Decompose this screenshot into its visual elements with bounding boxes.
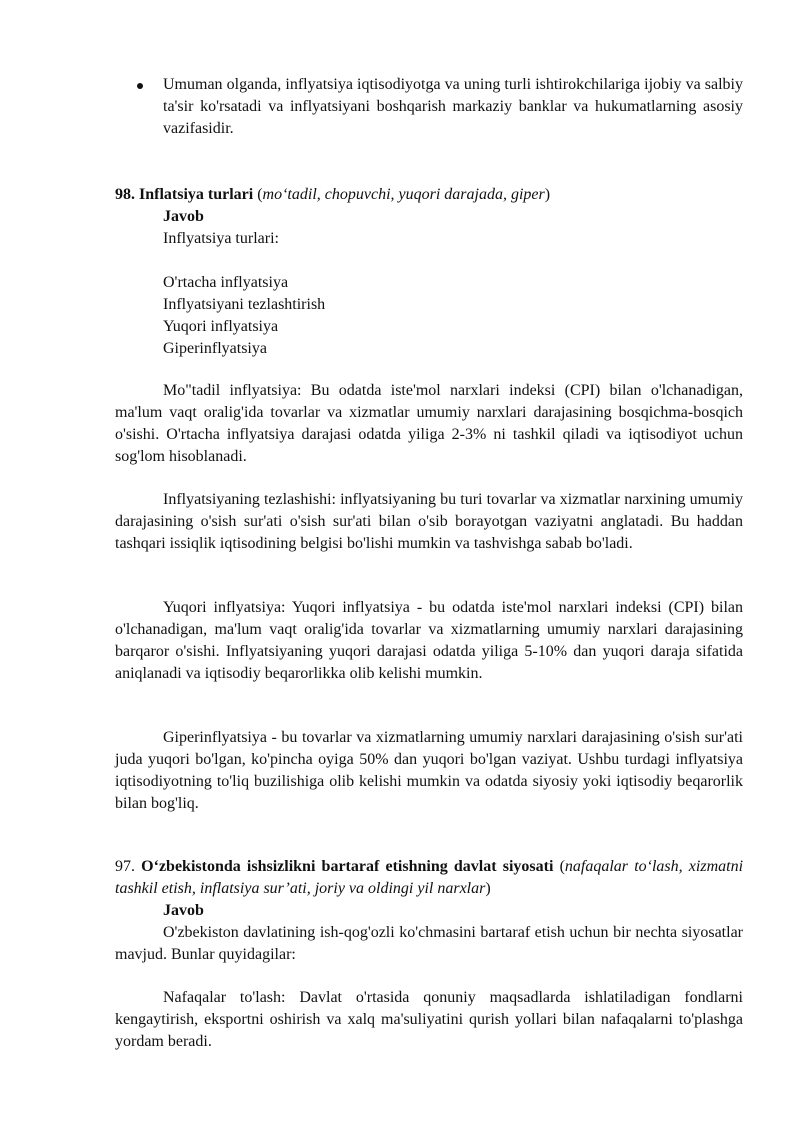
answer-label: Javob bbox=[163, 902, 204, 919]
question-97-number: 97. bbox=[115, 858, 142, 875]
inflation-types-list bbox=[163, 272, 743, 360]
paren-close: ) bbox=[485, 880, 491, 897]
paragraph-hyperinflation: Giperinflyatsiya - bu tovarlar va xizmatlarning umumiy narxlari darajasining o'sish sur'ati juda yuqori bo'lgan, ko'pincha oyiga 50% dan yuqori bo'lgan vaziyat. Ushbu turdagi inflyatsiya iqtisodiyotning to'liq buzilishiga olib kelishi mumkin va odatda siyosiy yoki iqtisodiy beqarorlik bilan bog'liq. bbox=[115, 729, 743, 812]
paren-open: ( bbox=[553, 858, 565, 875]
types-intro: Inflyatsiya turlari: bbox=[163, 230, 279, 247]
paragraph-moderate-inflation: Mo"tadil inflyatsiya: Bu odatda iste'mol narxlari indeksi (CPI) bilan o'lchanadigan, ma'lum vaqt oralig'ida tovarlar va xizmatlar umumiy narxlari darajasining bosqichma-bosqich o'sishi. O'rtacha inflyatsiya darajasi odatda yiliga 2-3% ni tashkil qiladi va iqtisodiyot uchun sog'lom hisoblanadi. bbox=[115, 382, 743, 465]
question-98-answer-block bbox=[163, 206, 743, 250]
question-98-title: 98. Inflatsiya turlari bbox=[115, 186, 254, 203]
paragraph-high-inflation: Yuqori inflyatsiya: Yuqori inflyatsiya - bu odatda iste'mol narxlari indeksi (CPI) bilan o'lchanadigan, ma'lum vaqt oralig'ida tovarlar va xizmatlarning umumiy narxlari darajasining barqaror o'sishi. Inflyatsiyaning yuqori darajasi odatda yiliga 5-10% dan yuqori daraja sifatida aniqlanadi va iqtisodiy beqarorlikka olib kelishi mumkin. bbox=[115, 599, 743, 682]
paren-open: ( bbox=[253, 186, 263, 203]
question-97-title: O‘zbekistonda ishsizlikni bartaraf etishning davlat siyosati bbox=[141, 858, 554, 875]
inflation-type-item: Inflyatsiyani tezlashtirish bbox=[163, 296, 326, 313]
question-97-heading bbox=[115, 856, 743, 900]
bullet-paragraph: Umuman olganda, inflyatsiya iqtisodiyotga va uning turli ishtirokchilariga ijobiy va salbiy ta'sir ko'rsatadi va inflyatsiyani boshqarish markaziy banklar va hukumatlarning asosiy vazifasidir. bbox=[163, 76, 743, 137]
inflation-type-item: Yuqori inflyatsiya bbox=[163, 318, 279, 335]
question-97-subtitle: nafaqalar to‘lash, xizmatni tashkil etish, inflatsiya sur’ati, joriy va oldingi yil narxlar bbox=[115, 858, 744, 897]
question-98-subtitle: mo‘tadil, chopuvchi, yuqori darajada, giper bbox=[262, 186, 545, 203]
inflation-type-item: Giperinflyatsiya bbox=[163, 340, 267, 357]
answer-label: Javob bbox=[163, 208, 204, 225]
paren-close: ) bbox=[544, 186, 551, 203]
paragraph-accelerating-inflation: Inflyatsiyaning tezlashishi: inflyatsiyaning bu turi tovarlar va xizmatlar narxining umumiy darajasining o'sish sur'ati o'sish sur'ati bilan o'sib borayotgan vaziyatni anglatadi. Bu haddan tashqari issiqlik iqtisodining belgisi bo'lishi mumkin va tashvishga sabab bo'ladi. bbox=[115, 491, 743, 552]
question-97-answer-label-block bbox=[163, 900, 743, 922]
question-98-heading bbox=[115, 184, 743, 206]
question-97-intro: O'zbekiston davlatining ish-qog'ozli ko'chmasini bartaraf etish uchun bir nechta siyosatlar mavjud. Bunlar quyidagilar: bbox=[115, 924, 743, 963]
bullet-icon bbox=[137, 83, 143, 89]
paragraph-pension-payments: Nafaqalar to'lash: Davlat o'rtasida qonuniy maqsadlarda ishlatiladigan fondlarni kengaytirish, eksportni oshirish va xalq ma'suliyatini qurish yollari bilan nafaqalarni to'plashga yordam beradi. bbox=[115, 989, 743, 1050]
inflation-type-item: O'rtacha inflyatsiya bbox=[163, 274, 289, 291]
